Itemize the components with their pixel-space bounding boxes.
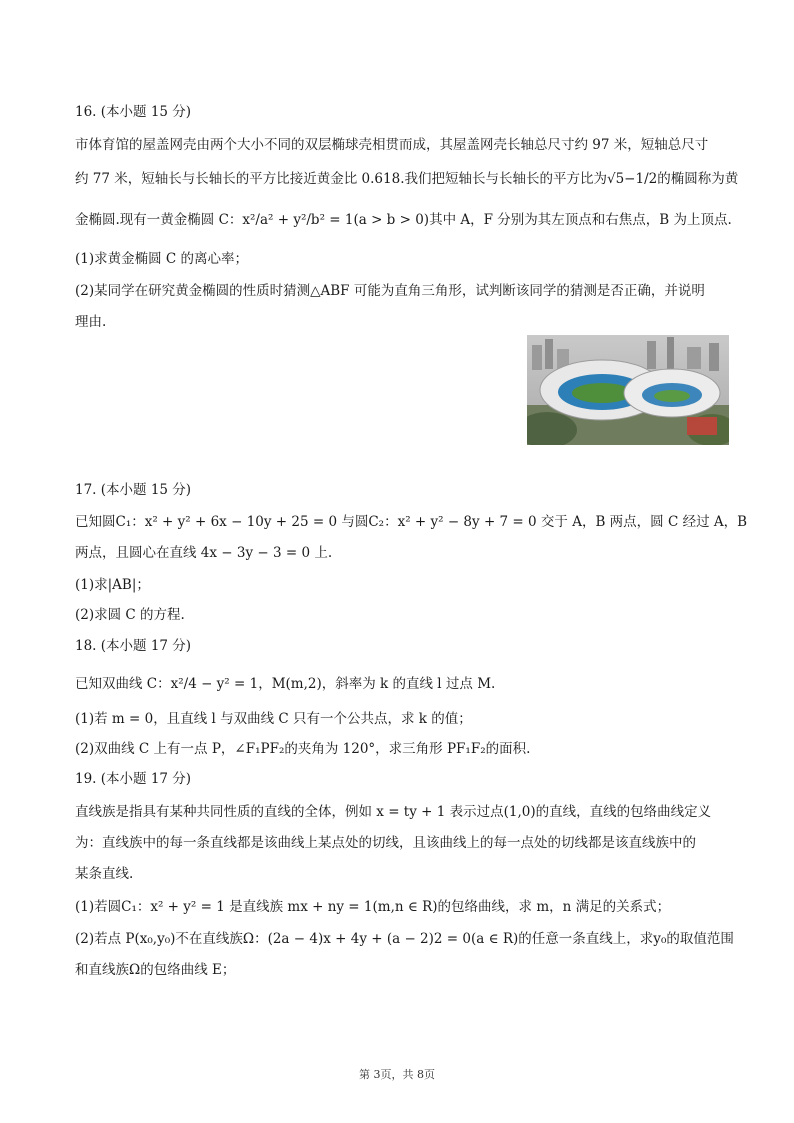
q19-part2b: 和直线族Ω的包络曲线 E；	[75, 962, 236, 978]
q16-line3: 金椭圆.现有一黄金椭圆 C：x²/a² + y²/b² = 1(a > b > 0)其中 A，F 分别为其左顶点和右焦点，B 为上顶点.	[75, 212, 732, 228]
q17-header: 17. (本小题 15 分)	[75, 482, 192, 498]
q18-line1: 已知双曲线 C：x²/4 − y² = 1，M(m,2)，斜率为 k 的直线 l 过点 M.	[75, 676, 496, 692]
q17-line1: 已知圆C₁：x² + y² + 6x − 10y + 25 = 0 与圆C₂：x² + y² − 8y + 7 = 0 交于 A，B 两点，圆 C 经过 A，B	[75, 514, 748, 530]
q19-header: 19. (本小题 17 分)	[75, 771, 192, 787]
q16-header: 16. (本小题 15 分)	[75, 104, 192, 120]
stadium-photo	[527, 335, 729, 445]
q18-part1: (1)若 m = 0，且直线 l 与双曲线 C 只有一个公共点，求 k 的值；	[75, 711, 472, 727]
q19-line2: 为：直线族中的每一条直线都是该曲线上某点处的切线，且该曲线上的每一点处的切线都是该直线族中的	[75, 835, 696, 851]
q16-part2b: 理由.	[75, 314, 107, 330]
q17-part2: (2)求圆 C 的方程.	[75, 607, 185, 623]
q16-part2a: (2)某同学在研究黄金椭圆的性质时猜测△ABF 可能为直角三角形，试判断该同学的猜测是否正确，并说明	[75, 283, 705, 299]
q18-header: 18. (本小题 17 分)	[75, 638, 192, 654]
q19-part2a: (2)若点 P(x₀,y₀)不在直线族Ω：(2a − 4)x + 4y + (a − 2)2 = 0(a ∈ R)的任意一条直线上，求y₀的取值范围	[75, 931, 734, 947]
q16-part1: (1)求黄金椭圆 C 的离心率；	[75, 251, 249, 267]
q18-part2: (2)双曲线 C 上有一点 P，∠F₁PF₂的夹角为 120°，求三角形 PF₁F₂的面积.	[75, 741, 531, 757]
q19-part1: (1)若圆C₁：x² + y² = 1 是直线族 mx + ny = 1(m,n ∈ R)的包络曲线，求 m，n 满足的关系式；	[75, 899, 671, 915]
stadium-illustration	[527, 335, 729, 445]
q19-line1: 直线族是指具有某种共同性质的直线的全体，例如 x = ty + 1 表示过点(1,0)的直线，直线的包络曲线定义	[75, 804, 712, 820]
q16-line1: 市体育馆的屋盖网壳由两个大小不同的双层椭球壳相贯而成，其屋盖网壳长轴总尺寸约 97 米，短轴总尺寸	[75, 137, 709, 153]
page-footer: 第 3页，共 8页	[359, 1068, 435, 1081]
q19-line3: 某条直线.	[75, 866, 134, 882]
q17-line2: 两点，且圆心在直线 4x − 3y − 3 = 0 上.	[75, 545, 333, 561]
q16-line2: 约 77 米，短轴长与长轴长的平方比接近黄金比 0.618.我们把短轴长与长轴长的平方比为√5−1/2的椭圆称为黄	[75, 171, 739, 187]
q17-part1: (1)求|AB|；	[75, 577, 150, 593]
